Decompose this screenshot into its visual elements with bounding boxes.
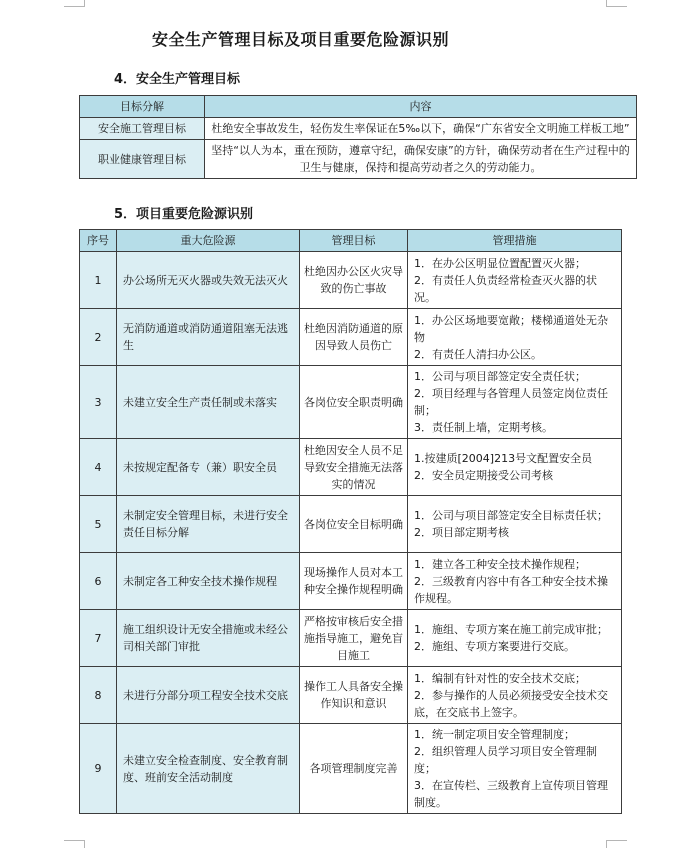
measure-item: 1．办公区场地要宽敞；楼梯通道处无杂物	[414, 313, 608, 344]
row-number-cell: 2	[80, 309, 117, 366]
measure-item: 2．有责任人负责经常检查灭火器的状况。	[414, 273, 597, 304]
management-target-cell: 杜绝因安全人员不足导致安全措施无法落实的情况	[300, 439, 408, 496]
column-header: 重大危险源	[117, 230, 300, 252]
hazard-cell: 办公场所无灭火器或失效无法灭火	[117, 252, 300, 309]
section-5-heading: 5．项目重要危险源识别	[114, 207, 254, 222]
hazard-cell: 未建立安全生产责任制或未落实	[117, 366, 300, 439]
row-number-cell: 4	[80, 439, 117, 496]
management-target-cell: 严格按审核后安全措施指导施工，避免盲目施工	[300, 610, 408, 667]
measure-item: 2．项目经理与各管理人员签定岗位责任制；	[414, 387, 608, 417]
measure-item: 2．施组、专项方案要进行交底。	[414, 640, 575, 653]
table-row	[80, 309, 622, 366]
measure-item: 3．责任制上墙，定期考核。	[414, 421, 553, 434]
hazard-cell: 未进行分部分项工程安全技术交底	[117, 667, 300, 724]
row-number-cell: 5	[80, 496, 117, 553]
management-target-cell: 各项管理制度完善	[300, 724, 408, 814]
row-number-cell: 6	[80, 553, 117, 610]
hazard-cell: 未制定各工种安全技术操作规程	[117, 553, 300, 610]
management-measures-cell	[408, 366, 622, 439]
goal-category-cell: 安全施工管理目标	[80, 118, 205, 140]
page-corner-mark	[606, 0, 627, 7]
table-header-row	[80, 230, 622, 252]
column-header: 管理目标	[300, 230, 408, 252]
table-row	[80, 610, 622, 667]
row-number-cell: 9	[80, 724, 117, 814]
document-title: 安全生产管理目标及项目重要危险源识别	[152, 30, 450, 49]
goal-category-cell: 职业健康管理目标	[80, 140, 205, 179]
goal-content-cell: 杜绝安全事故发生，轻伤发生率保证在5‰以下，确保“广东省安全文明施工样板工地”	[205, 118, 637, 140]
hazard-cell: 未按规定配备专（兼）职安全员	[117, 439, 300, 496]
column-header: 内容	[205, 96, 637, 118]
measure-item: 2．安全员定期接受公司考核	[414, 469, 553, 482]
hazard-cell: 施工组织设计无安全措施或未经公司相关部门审批	[117, 610, 300, 667]
management-measures-cell	[408, 667, 622, 724]
hazard-cell: 未制定安全管理目标，未进行安全责任目标分解	[117, 496, 300, 553]
row-number-cell: 1	[80, 252, 117, 309]
table-row	[80, 118, 637, 140]
management-measures-cell	[408, 496, 622, 553]
measure-item: 2．有责任人清扫办公区。	[414, 347, 542, 361]
measure-item: 2．组织管理人员学习项目安全管理制度；	[414, 745, 597, 775]
management-measures-cell	[408, 610, 622, 667]
measure-item: 1．公司与项目部签定安全目标责任状；	[414, 509, 608, 522]
table-row	[80, 252, 622, 309]
measure-item: 1．在办公区明显位置配置灭火器；	[414, 256, 586, 270]
measure-item: 2．三级教育内容中有各工种安全技术操作规程。	[414, 574, 608, 605]
table-row	[80, 140, 637, 179]
management-measures-cell	[408, 252, 622, 309]
table-row	[80, 439, 622, 496]
management-measures-cell	[408, 553, 622, 610]
column-header: 目标分解	[80, 96, 205, 118]
row-number-cell: 8	[80, 667, 117, 724]
management-measures-cell	[408, 439, 622, 496]
hazard-identification-table	[79, 229, 622, 814]
measure-item: 3．在宣传栏、三级教育上宣传项目管理制度。	[414, 779, 608, 809]
measure-item: 1．施组、专项方案在施工前完成审批；	[414, 623, 608, 636]
measure-item: 1.按建质[2004]213号文配置安全员	[414, 452, 593, 465]
hazard-table-body	[80, 252, 622, 814]
column-header: 序号	[80, 230, 117, 252]
measure-item: 1．编制有针对性的安全技术交底；	[414, 671, 586, 685]
measure-item: 2．项目部定期考核	[414, 526, 509, 539]
measure-item: 2．参与操作的人员必须接受安全技术交底，在交底书上签字。	[414, 688, 608, 719]
table-row	[80, 724, 622, 814]
hazard-cell: 无消防通道或消防通道阻塞无法逃生	[117, 309, 300, 366]
table-row	[80, 496, 622, 553]
hazard-cell: 未建立安全检查制度、安全教育制度、班前安全活动制度	[117, 724, 300, 814]
management-target-cell: 操作工人具备安全操作知识和意识	[300, 667, 408, 724]
measure-item: 1．建立各工种安全技术操作规程；	[414, 557, 586, 571]
table-row	[80, 667, 622, 724]
measure-item: 1．公司与项目部签定安全责任状；	[414, 370, 586, 383]
management-measures-cell	[408, 309, 622, 366]
table-header-row	[80, 96, 637, 118]
management-target-cell: 杜绝因消防通道的原因导致人员伤亡	[300, 309, 408, 366]
section-4-heading: 4．安全生产管理目标	[114, 72, 241, 87]
management-target-cell: 杜绝因办公区火灾导致的伤亡事故	[300, 252, 408, 309]
management-target-cell: 各岗位安全职责明确	[300, 366, 408, 439]
measure-item: 1．统一制定项目安全管理制度；	[414, 728, 575, 741]
management-measures-cell	[408, 724, 622, 814]
row-number-cell: 7	[80, 610, 117, 667]
page-corner-mark	[64, 0, 85, 7]
table-row	[80, 553, 622, 610]
management-target-cell: 现场操作人员对本工种安全操作规程明确	[300, 553, 408, 610]
row-number-cell: 3	[80, 366, 117, 439]
table-row	[80, 366, 622, 439]
management-target-cell: 各岗位安全目标明确	[300, 496, 408, 553]
column-header: 管理措施	[408, 230, 622, 252]
management-goal-table	[79, 95, 637, 179]
goal-content-cell: 坚持“以人为本，重在预防，遵章守纪，确保安康”的方针，确保劳动者在生产过程中的卫生与健康，保持和提高劳动者之久的劳动能力。	[205, 140, 637, 179]
